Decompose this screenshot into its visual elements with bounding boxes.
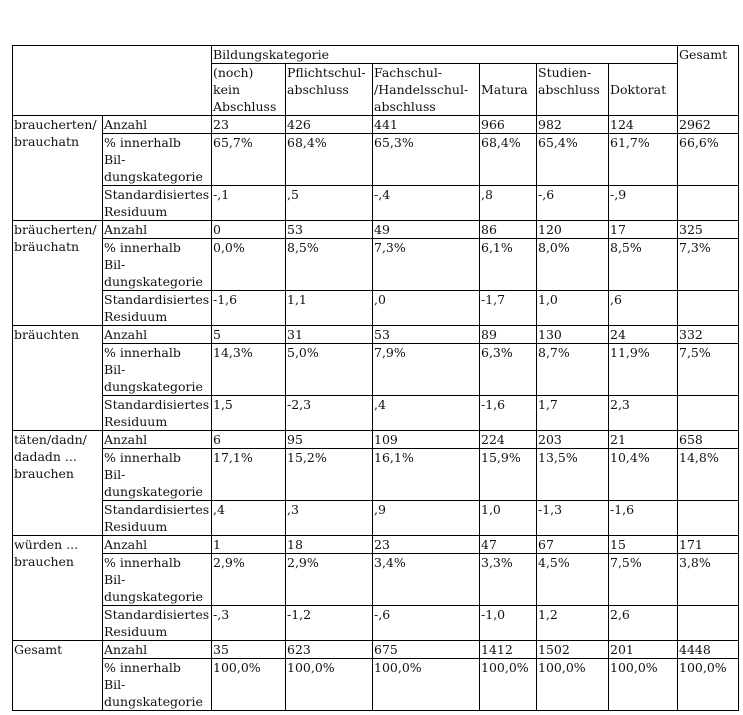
table-cell: 8,5% bbox=[286, 239, 373, 291]
table-cell: 2,3 bbox=[609, 396, 678, 431]
table-cell: 2,9% bbox=[212, 554, 286, 606]
table-cell: 1,2 bbox=[537, 606, 609, 641]
table-cell: 100,0% bbox=[537, 659, 609, 711]
row-measure-label: % innerhalb Bil- dungskategorie bbox=[103, 344, 212, 396]
table-row bbox=[13, 449, 739, 501]
table-row bbox=[13, 536, 739, 554]
table-header bbox=[13, 46, 739, 116]
table-cell: ,4 bbox=[212, 501, 286, 536]
row-group-label: würden ... brauchen bbox=[13, 536, 103, 641]
row-measure-label: Anzahl bbox=[103, 326, 212, 344]
table-cell: 15,2% bbox=[286, 449, 373, 501]
table-cell: -,6 bbox=[537, 186, 609, 221]
table-cell: 15 bbox=[609, 536, 678, 554]
table-cell: 67 bbox=[537, 536, 609, 554]
table-row bbox=[13, 239, 739, 291]
table-cell: 47 bbox=[480, 536, 537, 554]
table-cell: 15,9% bbox=[480, 449, 537, 501]
table-cell: 7,9% bbox=[373, 344, 480, 396]
table-cell: 2962 bbox=[678, 116, 739, 134]
table-row bbox=[13, 326, 739, 344]
table-cell: 3,4% bbox=[373, 554, 480, 606]
table-cell: 0 bbox=[212, 221, 286, 239]
table-cell: ,3 bbox=[286, 501, 373, 536]
row-measure-label: Anzahl bbox=[103, 536, 212, 554]
table-cell: -1,6 bbox=[609, 501, 678, 536]
table-cell: 14,8% bbox=[678, 449, 739, 501]
table-cell: 966 bbox=[480, 116, 537, 134]
table-cell: 100,0% bbox=[286, 659, 373, 711]
table-cell: 7,3% bbox=[678, 239, 739, 291]
table-cell: 675 bbox=[373, 641, 480, 659]
table-cell: 332 bbox=[678, 326, 739, 344]
row-measure-label: Standardisiertes Residuum bbox=[103, 291, 212, 326]
table-row bbox=[13, 344, 739, 396]
table-cell: 65,3% bbox=[373, 134, 480, 186]
table-cell: 23 bbox=[212, 116, 286, 134]
header-col-doctorate: Doktorat bbox=[609, 64, 678, 116]
header-col-vocational: Fachschul- /Handelsschul- abschluss bbox=[373, 64, 480, 116]
row-measure-label: % innerhalb Bil- dungskategorie bbox=[103, 659, 212, 711]
table-cell: 325 bbox=[678, 221, 739, 239]
crosstab-table bbox=[12, 45, 739, 711]
table-cell: 8,5% bbox=[609, 239, 678, 291]
table-cell: 35 bbox=[212, 641, 286, 659]
table-cell: -2,3 bbox=[286, 396, 373, 431]
table-cell: 95 bbox=[286, 431, 373, 449]
row-group-label: täten/dadn/ dadadn ... brauchen bbox=[13, 431, 103, 536]
row-group-label: bräuchten bbox=[13, 326, 103, 431]
table-cell: 5 bbox=[212, 326, 286, 344]
table-row bbox=[13, 396, 739, 431]
table-cell: ,4 bbox=[373, 396, 480, 431]
table-cell: 16,1% bbox=[373, 449, 480, 501]
row-measure-label: Standardisiertes Residuum bbox=[103, 606, 212, 641]
table-cell: 224 bbox=[480, 431, 537, 449]
table-cell: 53 bbox=[286, 221, 373, 239]
table-cell: 1,0 bbox=[537, 291, 609, 326]
row-group-label: braucherten/ brauchatn bbox=[13, 116, 103, 221]
table-cell: ,5 bbox=[286, 186, 373, 221]
row-measure-label: % innerhalb Bil- dungskategorie bbox=[103, 239, 212, 291]
table-cell: -,6 bbox=[373, 606, 480, 641]
table-cell: -,9 bbox=[609, 186, 678, 221]
table-cell: 100,0% bbox=[373, 659, 480, 711]
table-cell: 426 bbox=[286, 116, 373, 134]
row-measure-label: Standardisiertes Residuum bbox=[103, 396, 212, 431]
table-cell: 109 bbox=[373, 431, 480, 449]
table-cell: 7,5% bbox=[609, 554, 678, 606]
table-cell: 17 bbox=[609, 221, 678, 239]
table-cell: 5,0% bbox=[286, 344, 373, 396]
table-row bbox=[13, 221, 739, 239]
table-cell: ,8 bbox=[480, 186, 537, 221]
table-cell: -1,3 bbox=[537, 501, 609, 536]
row-measure-label: Standardisiertes Residuum bbox=[103, 501, 212, 536]
table-cell: 982 bbox=[537, 116, 609, 134]
table-cell: 24 bbox=[609, 326, 678, 344]
row-measure-label: Anzahl bbox=[103, 221, 212, 239]
table-cell: 89 bbox=[480, 326, 537, 344]
header-row-group bbox=[13, 46, 739, 64]
table-cell: 201 bbox=[609, 641, 678, 659]
table-cell bbox=[678, 291, 739, 326]
table-cell: 21 bbox=[609, 431, 678, 449]
table-cell: 4448 bbox=[678, 641, 739, 659]
table-cell: 86 bbox=[480, 221, 537, 239]
table-body bbox=[13, 116, 739, 711]
table-cell: 14,3% bbox=[212, 344, 286, 396]
row-group-label: bräucherten/ bräuchatn bbox=[13, 221, 103, 326]
table-row-total bbox=[13, 659, 739, 711]
table-cell: 2,6 bbox=[609, 606, 678, 641]
table-cell: 130 bbox=[537, 326, 609, 344]
table-cell: 53 bbox=[373, 326, 480, 344]
table-row bbox=[13, 134, 739, 186]
table-cell: 1 bbox=[212, 536, 286, 554]
row-measure-label: Standardisiertes Residuum bbox=[103, 186, 212, 221]
table-cell: 11,9% bbox=[609, 344, 678, 396]
table-cell: -,1 bbox=[212, 186, 286, 221]
table-row bbox=[13, 116, 739, 134]
row-measure-label: % innerhalb Bil- dungskategorie bbox=[103, 449, 212, 501]
row-measure-label: Anzahl bbox=[103, 116, 212, 134]
table-cell: -,4 bbox=[373, 186, 480, 221]
table-cell: 31 bbox=[286, 326, 373, 344]
table-cell: 8,7% bbox=[537, 344, 609, 396]
table-cell: 6,1% bbox=[480, 239, 537, 291]
header-group-label: Bildungskategorie bbox=[212, 46, 678, 64]
table-cell: 18 bbox=[286, 536, 373, 554]
header-col-matura: Matura bbox=[480, 64, 537, 116]
table-cell: -1,0 bbox=[480, 606, 537, 641]
table-cell: -,3 bbox=[212, 606, 286, 641]
table-cell: 7,5% bbox=[678, 344, 739, 396]
table-row-total bbox=[13, 641, 739, 659]
table-cell: -1,6 bbox=[480, 396, 537, 431]
table-cell: 23 bbox=[373, 536, 480, 554]
table-cell: 100,0% bbox=[480, 659, 537, 711]
table-cell: 49 bbox=[373, 221, 480, 239]
table-cell: 100,0% bbox=[212, 659, 286, 711]
table-cell: 8,0% bbox=[537, 239, 609, 291]
table-cell: 203 bbox=[537, 431, 609, 449]
table-cell: 120 bbox=[537, 221, 609, 239]
table-cell: 66,6% bbox=[678, 134, 739, 186]
header-corner bbox=[13, 46, 212, 116]
table-cell: 1,7 bbox=[537, 396, 609, 431]
row-measure-label: % innerhalb Bil- dungskategorie bbox=[103, 134, 212, 186]
table-cell: 1,1 bbox=[286, 291, 373, 326]
row-total-label: Gesamt bbox=[13, 641, 103, 711]
table-cell: -1,7 bbox=[480, 291, 537, 326]
table-cell: 6,3% bbox=[480, 344, 537, 396]
table-cell: -1,6 bbox=[212, 291, 286, 326]
table-row bbox=[13, 186, 739, 221]
table-cell: 61,7% bbox=[609, 134, 678, 186]
table-cell bbox=[678, 396, 739, 431]
table-cell: 124 bbox=[609, 116, 678, 134]
header-col-compulsory: Pflichtschul- abschluss bbox=[286, 64, 373, 116]
table-cell: ,0 bbox=[373, 291, 480, 326]
table-cell: 65,4% bbox=[537, 134, 609, 186]
table-cell: 68,4% bbox=[480, 134, 537, 186]
table-cell: 6 bbox=[212, 431, 286, 449]
table-cell: 100,0% bbox=[678, 659, 739, 711]
table-cell: 3,3% bbox=[480, 554, 537, 606]
header-col-no-degree: (noch) kein Abschluss bbox=[212, 64, 286, 116]
table-cell: -1,2 bbox=[286, 606, 373, 641]
header-total: Gesamt bbox=[678, 46, 739, 116]
table-cell: 0,0% bbox=[212, 239, 286, 291]
row-measure-label: % innerhalb Bil- dungskategorie bbox=[103, 554, 212, 606]
table-cell: 10,4% bbox=[609, 449, 678, 501]
header-col-university: Studien- abschluss bbox=[537, 64, 609, 116]
table-cell: 65,7% bbox=[212, 134, 286, 186]
table-row bbox=[13, 291, 739, 326]
table-cell: 68,4% bbox=[286, 134, 373, 186]
table-cell: 2,9% bbox=[286, 554, 373, 606]
table-cell: 441 bbox=[373, 116, 480, 134]
table-cell: 658 bbox=[678, 431, 739, 449]
table-row bbox=[13, 606, 739, 641]
table-cell: 13,5% bbox=[537, 449, 609, 501]
table-row bbox=[13, 431, 739, 449]
table-cell: ,6 bbox=[609, 291, 678, 326]
table-cell: ,9 bbox=[373, 501, 480, 536]
row-measure-label: Anzahl bbox=[103, 641, 212, 659]
table-cell: 1,0 bbox=[480, 501, 537, 536]
table-row bbox=[13, 554, 739, 606]
table-cell: 100,0% bbox=[609, 659, 678, 711]
table-cell: 1412 bbox=[480, 641, 537, 659]
row-measure-label: Anzahl bbox=[103, 431, 212, 449]
table-cell bbox=[678, 501, 739, 536]
table-cell: 623 bbox=[286, 641, 373, 659]
table-cell: 17,1% bbox=[212, 449, 286, 501]
table-cell: 3,8% bbox=[678, 554, 739, 606]
table-cell: 7,3% bbox=[373, 239, 480, 291]
table-cell bbox=[678, 186, 739, 221]
table-cell: 1,5 bbox=[212, 396, 286, 431]
table-cell: 4,5% bbox=[537, 554, 609, 606]
table-cell: 171 bbox=[678, 536, 739, 554]
table-cell bbox=[678, 606, 739, 641]
table-cell: 1502 bbox=[537, 641, 609, 659]
table-row bbox=[13, 501, 739, 536]
